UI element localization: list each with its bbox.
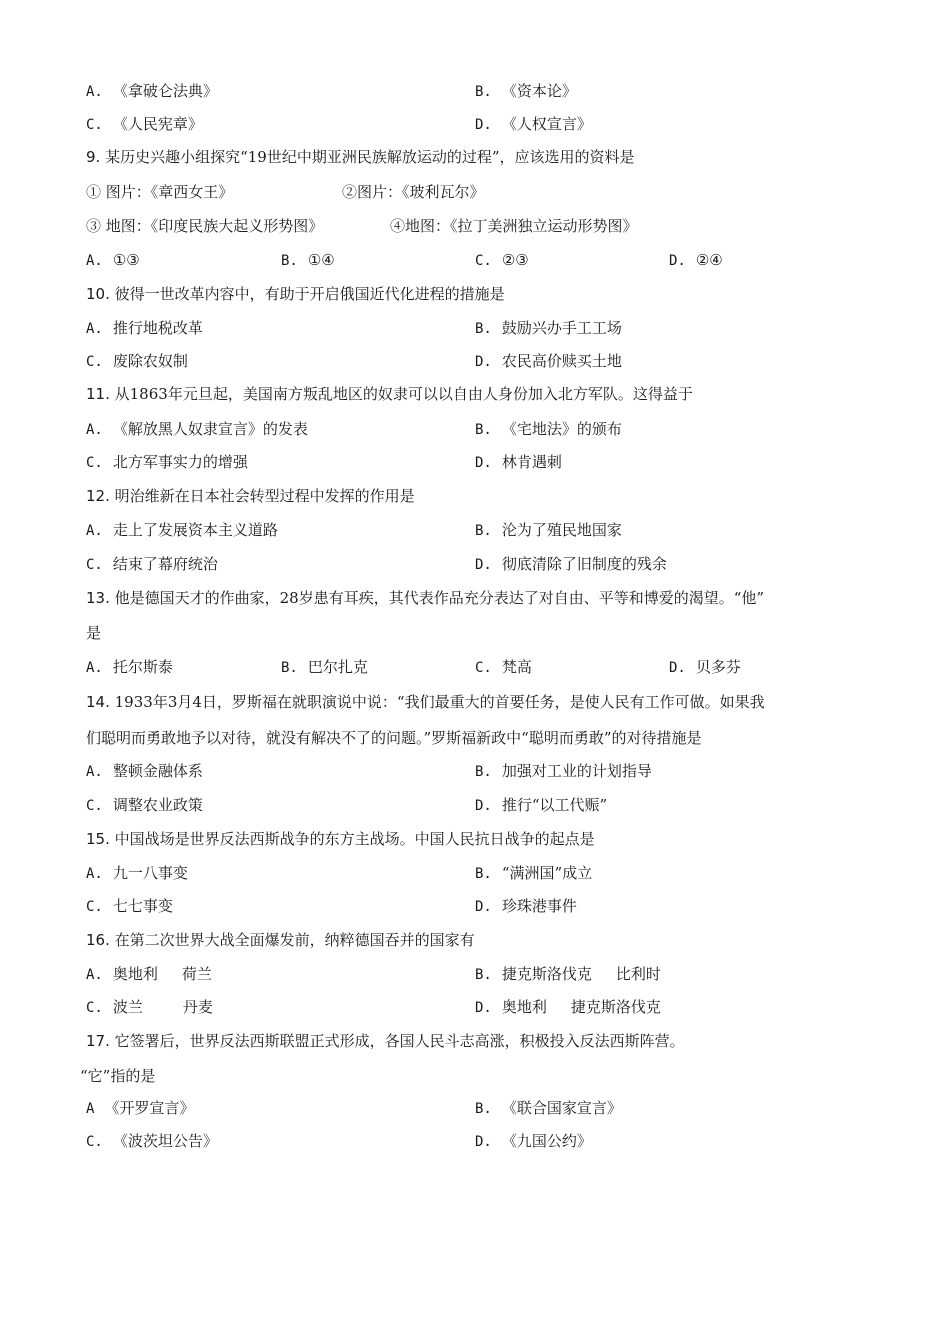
q13-option-a: [86, 657, 173, 678]
option-text: 北方军事实力的增强: [112, 453, 248, 471]
option-text: “满洲国”成立: [501, 864, 593, 882]
option-text: 加强对工业的计划指导: [501, 762, 652, 780]
option-letter: C.: [86, 1134, 103, 1150]
q12-option-b: [475, 520, 622, 541]
option-letter: C.: [86, 557, 103, 573]
q17-option-b: [475, 1098, 622, 1119]
option-letter: D.: [475, 557, 492, 573]
question-text: 从1863年元旦起，美国南方叛乱地区的奴隶可以以自由人身份加入北方军队。这得益于: [114, 385, 693, 403]
q9-option-c: [475, 250, 529, 271]
option-text: 《人民宪章》: [112, 115, 203, 133]
q13-option-b: [281, 657, 368, 678]
option-text: 结束了幕府统治: [112, 555, 218, 573]
q13-option-c: [475, 657, 532, 678]
option-letter: A.: [86, 866, 103, 882]
option-text: ②③: [501, 251, 529, 269]
q10-option-b: [475, 318, 622, 339]
q9-option-b: [281, 250, 335, 271]
option-letter: B.: [475, 1101, 492, 1117]
option-text: 九一八事变: [112, 864, 188, 882]
option-letter: B.: [475, 764, 492, 780]
question-text: 1933年3月4日，罗斯福在就职演说中说：“我们最重大的首要任务，是使人民有工作可做。如果我: [114, 693, 765, 711]
option-letter: A.: [86, 660, 103, 676]
question-text: 彼得一世改革内容中，有助于开启俄国近代化进程的措施是: [114, 285, 505, 303]
q14-stem-continued: 们聪明而勇敢地予以对待，就没有解决不了的问题。”罗斯福新政中“聪明而勇敢”的对待措施是: [86, 729, 702, 747]
option-text: 整顿金融体系: [112, 762, 203, 780]
option-letter: D.: [475, 798, 492, 814]
question-number: 17.: [86, 1032, 110, 1050]
option-text: 《解放黑人奴隶宣言》的发表: [112, 420, 308, 438]
option-text: 《资本论》: [501, 82, 577, 100]
option-text: 《联合国家宣言》: [501, 1099, 622, 1117]
question-number: 14.: [86, 693, 110, 711]
option-text: 沦为了殖民地国家: [501, 521, 622, 539]
option-letter: D.: [475, 899, 492, 915]
q10-option-d: [475, 351, 622, 372]
q8-option-b: [475, 81, 577, 102]
q10-stem: [86, 284, 505, 304]
question-number: 9.: [86, 148, 101, 166]
question-text: 某历史兴趣小组探究“19世纪中期亚洲民族解放运动的过程”，应该选用的资料是: [105, 148, 635, 166]
option-letter: A.: [86, 764, 103, 780]
q9-stem: [86, 147, 635, 167]
q14-option-b: [475, 761, 652, 782]
q15-stem: [86, 829, 595, 849]
option-letter: C.: [86, 798, 103, 814]
option-letter: B.: [475, 422, 492, 438]
option-letter: C.: [86, 455, 103, 471]
option-text: 《开罗宣言》: [104, 1099, 195, 1117]
q17-stem: [86, 1031, 685, 1051]
q15-option-b: [475, 863, 592, 884]
option-text: ①④: [307, 251, 335, 269]
option-text-2: 比利时: [615, 965, 661, 983]
option-letter: C.: [86, 1000, 103, 1016]
q8-option-c: [86, 114, 203, 135]
q14-option-a: [86, 761, 203, 782]
option-text: 捷克斯洛伐克: [501, 965, 592, 983]
option-text: 彻底清除了旧制度的残余: [501, 555, 667, 573]
q11-option-d: [475, 452, 562, 473]
option-text: 鼓励兴办手工工场: [501, 319, 622, 337]
question-number: 11.: [86, 385, 110, 403]
q15-option-d: [475, 896, 577, 917]
option-letter: A: [86, 1101, 95, 1117]
option-text-2: 丹麦: [182, 998, 213, 1016]
option-text: 奥地利: [501, 998, 547, 1016]
option-letter: C.: [86, 117, 103, 133]
q16-option-c: [86, 997, 213, 1018]
option-text: 《波茨坦公告》: [112, 1132, 218, 1150]
q12-option-a: [86, 520, 278, 541]
q8-option-a: [86, 81, 218, 102]
option-letter: B.: [475, 967, 492, 983]
option-text: 推行“以工代赈”: [501, 796, 608, 814]
option-text: 《宅地法》的颁布: [501, 420, 622, 438]
q17-option-a: [86, 1098, 194, 1119]
option-text: 废除农奴制: [112, 352, 188, 370]
option-letter: B.: [475, 523, 492, 539]
q9-option-d: [669, 250, 723, 271]
q12-stem: [86, 486, 415, 506]
option-text: 《九国公约》: [501, 1132, 592, 1150]
q14-option-d: [475, 795, 607, 816]
q15-option-c: [86, 896, 173, 917]
option-text: 巴尔扎克: [307, 658, 368, 676]
q16-stem: [86, 930, 475, 950]
q11-option-c: [86, 452, 248, 473]
option-text: ①③: [112, 251, 140, 269]
option-letter: C.: [475, 253, 492, 269]
question-text: 明治维新在日本社会转型过程中发挥的作用是: [114, 487, 415, 505]
question-number: 15.: [86, 830, 110, 848]
option-letter: B.: [281, 660, 298, 676]
option-letter: D.: [475, 1000, 492, 1016]
q9-material-1: ① 图片：《章西女王》: [86, 183, 234, 201]
option-letter: A.: [86, 422, 103, 438]
question-text: 它签署后，世界反法西斯联盟正式形成，各国人民斗志高涨，积极投入反法西斯阵营。: [114, 1032, 685, 1050]
option-letter: C.: [86, 899, 103, 915]
q17-option-d: [475, 1131, 592, 1152]
q9-material-4: ④地图：《拉丁美洲独立运动形势图》: [390, 217, 638, 235]
q11-option-b: [475, 419, 622, 440]
q12-option-d: [475, 554, 667, 575]
q14-option-c: [86, 795, 203, 816]
q15-option-a: [86, 863, 188, 884]
option-letter: A.: [86, 253, 103, 269]
option-text: 七七事变: [112, 897, 173, 915]
option-letter: B.: [475, 84, 492, 100]
option-letter: A.: [86, 84, 103, 100]
q16-option-a: [86, 964, 212, 985]
q17-option-c: [86, 1131, 218, 1152]
option-text: 推行地税改革: [112, 319, 203, 337]
option-letter: C.: [86, 354, 103, 370]
q9-material-2: ②图片：《玻利瓦尔》: [342, 183, 485, 201]
q16-option-d: [475, 997, 661, 1018]
q11-stem: [86, 384, 693, 404]
question-number: 12.: [86, 487, 110, 505]
option-text: 托尔斯泰: [112, 658, 173, 676]
q10-option-c: [86, 351, 188, 372]
option-letter: D.: [475, 354, 492, 370]
q9-option-a: [86, 250, 140, 271]
option-text-2: 捷克斯洛伐克: [570, 998, 661, 1016]
option-text: ②④: [695, 251, 723, 269]
option-text: 《拿破仑法典》: [112, 82, 218, 100]
option-letter: B.: [475, 866, 492, 882]
option-text: 《人权宣言》: [501, 115, 592, 133]
option-letter: A.: [86, 967, 103, 983]
option-text: 梵高: [501, 658, 532, 676]
option-text: 调整农业政策: [112, 796, 203, 814]
option-text: 走上了发展资本主义道路: [112, 521, 278, 539]
option-letter: C.: [475, 660, 492, 676]
q13-stem-continued: 是: [86, 624, 102, 642]
q10-option-a: [86, 318, 203, 339]
option-letter: D.: [475, 455, 492, 471]
q17-stem-continued: “它”指的是: [80, 1067, 156, 1085]
question-text: 中国战场是世界反法西斯战争的东方主战场。中国人民抗日战争的起点是: [114, 830, 595, 848]
option-text: 农民高价赎买土地: [501, 352, 622, 370]
option-text: 珍珠港事件: [501, 897, 577, 915]
option-letter: D.: [475, 1134, 492, 1150]
option-letter: B.: [281, 253, 298, 269]
q16-option-b: [475, 964, 661, 985]
option-text: 贝多芬: [695, 658, 741, 676]
option-letter: D.: [669, 660, 686, 676]
option-text-2: 荷兰: [181, 965, 212, 983]
q13-option-d: [669, 657, 741, 678]
option-text: 波兰: [112, 998, 143, 1016]
q12-option-c: [86, 554, 218, 575]
question-number: 16.: [86, 931, 110, 949]
option-text: 林肯遇刺: [501, 453, 562, 471]
option-letter: A.: [86, 321, 103, 337]
question-text: 在第二次世界大战全面爆发前，纳粹德国吞并的国家有: [114, 931, 475, 949]
option-letter: A.: [86, 523, 103, 539]
option-text: 奥地利: [112, 965, 158, 983]
option-letter: B.: [475, 321, 492, 337]
q11-option-a: [86, 419, 308, 440]
q9-material-3: ③ 地图：《印度民族大起义形势图》: [86, 217, 324, 235]
option-letter: D.: [475, 117, 492, 133]
q8-option-d: [475, 114, 592, 135]
question-number: 13.: [86, 589, 110, 607]
q13-stem: [86, 588, 764, 608]
question-text: 他是德国天才的作曲家，28岁患有耳疾，其代表作品充分表达了对自由、平等和博爱的渴望。“他”: [114, 589, 765, 607]
option-letter: D.: [669, 253, 686, 269]
q14-stem: [86, 692, 765, 712]
question-number: 10.: [86, 285, 110, 303]
